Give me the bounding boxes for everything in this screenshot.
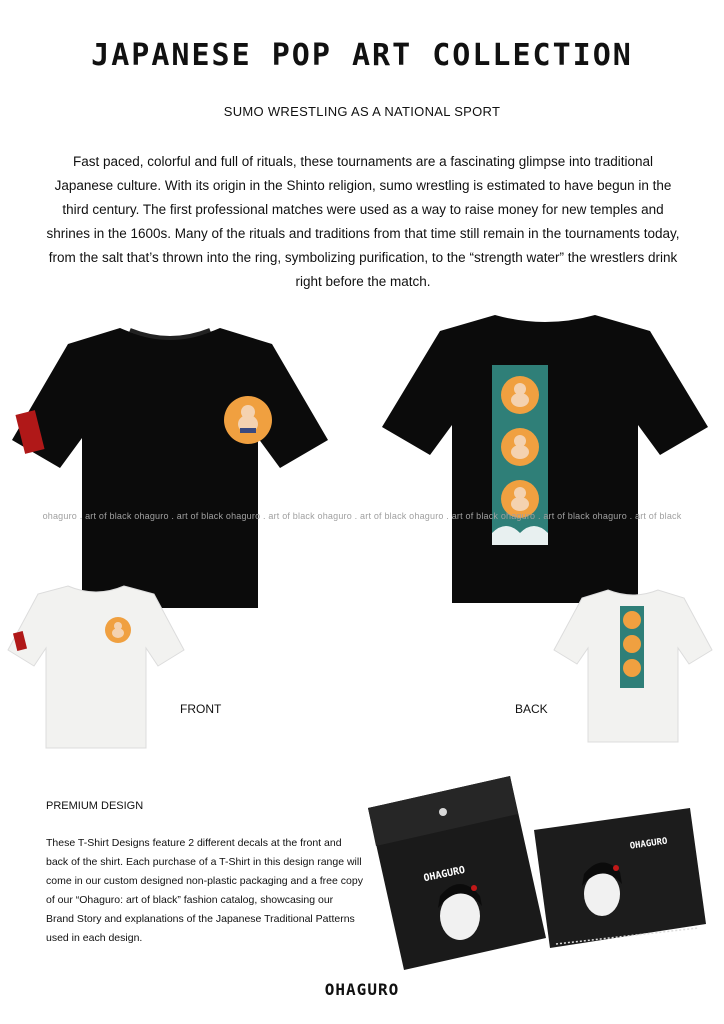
catalog bbox=[534, 808, 706, 948]
envelope-logo: OHAGURO bbox=[422, 864, 467, 885]
sumo-decal bbox=[224, 396, 272, 444]
page-subtitle: SUMO WRESTLING AS A NATIONAL SPORT bbox=[223, 104, 501, 119]
front-label: FRONT bbox=[180, 702, 222, 716]
front-black-shirt bbox=[10, 320, 330, 610]
back-white-shirt bbox=[552, 584, 714, 744]
back-label: BACK bbox=[515, 702, 548, 716]
catalog-logo: OHAGURO bbox=[629, 836, 669, 852]
front-white-shirt bbox=[6, 580, 186, 750]
packaging-image bbox=[360, 768, 710, 978]
back-panel-decal bbox=[620, 606, 644, 688]
page-title: JAPANESE POP ART COLLECTION bbox=[91, 38, 633, 73]
intro-paragraph: Fast paced, colorful and full of rituals, these tournaments are a fascinating glimpse into traditional Japanese culture. With its origin in the Shinto religion, sumo wrestling is estimated to have begun in the third century. The first professional matches were used as a way to raise money for new temples and shrines in the 1600s. Many of the rituals and traditions from that time still remain in the tournaments today, from the salt that’s thrown into the ring, symbolizing purification, to the “strength water” the wrestlers drink right before the match. bbox=[46, 154, 680, 289]
sumo-decal bbox=[105, 617, 131, 643]
envelope bbox=[368, 776, 546, 970]
brand-logo: OHAGURO bbox=[324, 980, 400, 999]
back-black-shirt bbox=[380, 305, 710, 605]
premium-design-title: PREMIUM DESIGN bbox=[46, 800, 144, 812]
watermark-strip: ohaguro . art of black ohaguro . art of black ohaguro . art of black ohaguro . art of black ohaguro . art of black ohaguro . art of black ohaguro . art of black bbox=[42, 511, 682, 521]
premium-design-body: These T-Shirt Designs feature 2 different decals at the front and back of the shirt. Each purchase of a T-Shirt in this design range will come in our custom designed non-plastic packaging and a free copy of our “Ohaguro: art of black” fashion catalog, showcasing our Brand Story and explanations of the Japanese Traditional Patterns used in each design. bbox=[46, 837, 363, 944]
